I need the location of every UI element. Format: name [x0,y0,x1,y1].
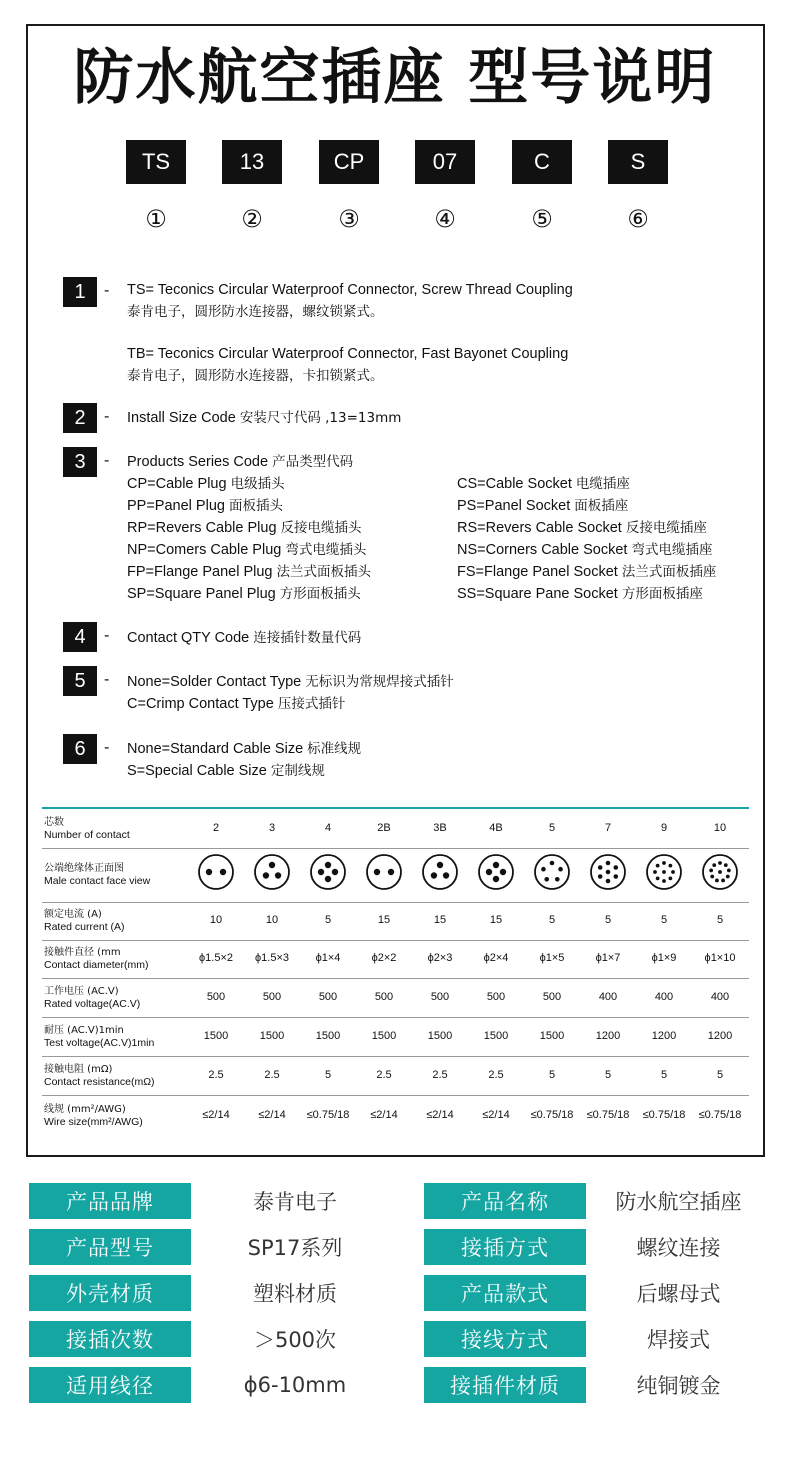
spec-cell: 5 [548,914,556,926]
face-view-diagram [468,853,524,891]
series-left-en: NP=Comers Cable Plug [127,542,282,558]
contact-face-view [636,853,692,891]
contact-pin [558,867,563,872]
crimp-type-en: C=Crimp Contact Type [127,696,274,712]
spec-cell: ϕ1.5×2 [199,952,233,964]
spec-cell: ϕ2×3 [427,952,453,964]
spec-row-label-en: Rated voltage(AC.V) [44,997,141,1010]
spec-cell: 5 [716,914,724,926]
spec-cell: 5 [604,1068,612,1081]
series-code-cn: 产品类型代码 [272,454,354,470]
spec-cell: 5 [324,914,332,926]
spec-row-label-cn: 工作电压 (AC.V) [44,985,119,997]
install-size-cn: 安装尺寸代码 ,13=13mm [239,410,402,426]
contact-pin [709,869,713,873]
spec-row-label-en: Number of contact [44,829,130,841]
contact-face-view [580,853,636,891]
spec-cell: ≤2/14 [202,1109,230,1121]
spec-cell: 9 [660,822,668,834]
face-outline [255,855,289,889]
face-outline [535,855,569,889]
code-number-6: ⑥ [627,205,649,233]
table-divider [42,848,749,849]
spec-cell: ≤2/14 [258,1109,286,1121]
spec-cell: 4B [489,822,503,834]
contact-pin [656,864,660,868]
series-left-en: PP=Panel Plug [127,498,225,514]
spec-cell: 3B [433,822,447,834]
face-view-diagram [300,853,356,891]
series-left-cn: 反接电缆插头 [280,520,362,536]
spec-cell: 500 [206,990,226,1003]
series-right-cn: 弯式电缆插座 [631,542,713,558]
spec-cell: 1500 [483,1029,509,1042]
spec-row-label-cn: 耐压 (AC.V)1min [44,1024,124,1036]
spec-cell: 1200 [651,1029,677,1042]
spec-cell: 15 [489,914,503,926]
spec-cell: 400 [598,990,618,1003]
code-box-2: 13 [222,140,282,184]
contact-pin [437,862,443,868]
series-code-en: Products Series Code [127,454,269,470]
spec-cell: 1500 [315,1029,341,1042]
table-divider [42,1056,749,1057]
section-dash-3: - [104,452,110,469]
spec-cell: ≤0.75/18 [698,1109,742,1121]
spec-cell: ϕ1×9 [651,952,677,964]
spec-row-label [44,908,125,934]
contact-pin [606,861,611,866]
contact-pin [724,863,728,867]
spec-cell: ϕ1×4 [315,952,341,964]
contact-pin [541,867,546,872]
spec-cell: 1200 [595,1029,621,1042]
product-info-label: 接线方式 [424,1321,586,1357]
product-info-label: 接插次数 [29,1321,191,1357]
contact-face-view [692,853,748,891]
series-right-en: PS=Panel Socket [457,498,571,514]
contact-pin [598,865,603,870]
spec-cell: 10 [265,914,279,926]
code-box-3: CP [319,140,379,184]
spec-cell: 7 [604,822,612,834]
spec-cell: 2.5 [432,1068,448,1081]
contact-pin [220,869,226,875]
spec-cell: ϕ1×7 [595,952,621,964]
crimp-type-cn: 压接式插针 [277,696,346,712]
spec-row-label-en: Rated current (A) [44,921,125,933]
spec-row-label [44,816,130,842]
install-size-en: Install Size Code [127,410,236,426]
contact-pin [206,869,212,875]
spec-cell: ≤2/14 [370,1109,398,1121]
contact-pin [275,872,281,878]
spec-cell: ≤0.75/18 [586,1109,630,1121]
spec-cell: 15 [433,914,447,926]
spec-cell: ≤0.75/18 [530,1109,574,1121]
contact-pin [668,864,672,868]
series-left-en: SP=Square Panel Plug [127,586,276,602]
spec-row-label-en: Contact resistance(mΩ) [44,1075,155,1088]
spec-cell: 2B [377,822,391,834]
contact-pin [388,869,394,875]
face-outline [479,855,513,889]
contact-face-view [412,853,468,891]
spec-cell: 1500 [259,1029,285,1042]
contact-pin [653,870,657,874]
contact-face-view [524,853,580,891]
solder-type-en: None=Solder Contact Type [127,674,302,690]
series-right-cn: 面板插座 [574,498,629,514]
spec-cell: 500 [486,990,506,1003]
table-divider [42,940,749,941]
section-number-4: 4 [63,622,97,652]
contact-pin [718,861,722,865]
spec-row-label-cn: 接触件直径 (mm [44,947,121,958]
product-info-value: 泰肯电子 [253,1190,337,1214]
table-divider [42,1017,749,1018]
ts-description-en: TS= Teconics Circular Waterproof Connector, Screw Thread Coupling [127,282,573,298]
spec-row-label-en: Test voltage(AC.V)1min [44,1036,155,1049]
series-left-en: RP=Revers Cable Plug [127,520,277,536]
product-info-value: SP17系列 [247,1236,343,1260]
contact-pin [613,874,618,879]
contact-pin [486,869,492,875]
spec-cell: 3 [268,822,276,834]
contact-pin [263,872,269,878]
contact-qty-en: Contact QTY Code [127,630,250,646]
contact-pin [715,879,719,883]
product-info-value: 焊接式 [647,1328,710,1352]
product-info-label: 产品型号 [29,1229,191,1265]
contact-pin [374,869,380,875]
series-left-cn: 电级插头 [230,476,285,492]
series-left-en: CP=Cable Plug [127,476,227,492]
contact-pin [721,879,725,883]
series-right-en: SS=Square Pane Socket [457,586,618,602]
contact-face-view [356,853,412,891]
face-view-diagram [188,853,244,891]
spec-cell: 2.5 [264,1068,280,1081]
product-info-value: 纯铜镀金 [636,1374,721,1398]
series-right-cn: 电缆插座 [575,476,630,492]
contact-pin [726,875,730,879]
section-dash-6: - [104,739,110,756]
contact-pin [606,879,611,884]
face-view-diagram [244,853,300,891]
spec-cell: 1500 [427,1029,453,1042]
spec-row-label-cn: 公端绝缘体正面图 [44,863,124,874]
spec-row-label [44,1103,143,1129]
face-view-diagram [412,853,468,891]
product-info-value: 塑料材质 [253,1282,337,1306]
spec-cell: 1500 [203,1029,229,1042]
product-info-label: 产品品牌 [29,1183,191,1219]
spec-row-label-cn: 额定电流 (A) [44,909,102,920]
contact-face-view [468,853,524,891]
spec-row-label-cn: 线规 (mm²/AWG) [44,1104,126,1115]
spec-cell: 500 [262,990,282,1003]
spec-row-label [44,1063,155,1089]
contact-pin [500,869,506,875]
spec-row-label [44,985,140,1011]
section-dash-1: - [104,282,110,299]
contact-pin [613,865,618,870]
product-info-label: 接插方式 [424,1229,586,1265]
contact-pin [668,876,672,880]
spec-cell: 400 [654,990,674,1003]
code-number-2: ② [241,205,263,233]
tb-description-cn: 泰肯电子，圆形防水连接器，卡扣锁紧式。 [127,368,384,384]
series-right-cn: 方形面板插座 [621,586,703,602]
spec-cell: 15 [377,914,391,926]
table-divider [42,978,749,979]
code-box-1: TS [126,140,186,184]
spec-cell: 4 [324,822,332,834]
ts-description-cn: 泰肯电子，圆形防水连接器，螺纹锁紧式。 [127,304,384,320]
special-cable-en: S=Special Cable Size [127,763,267,779]
spec-cell: 500 [430,990,450,1003]
spec-cell: 1200 [707,1029,733,1042]
face-view-diagram [580,853,636,891]
section-dash-4: - [104,627,110,644]
section-number-5: 5 [63,666,97,696]
spec-cell: 500 [374,990,394,1003]
contact-pin [332,869,338,875]
product-info-value: 防水航空插座 [615,1190,742,1214]
table-divider [42,1095,749,1096]
standard-cable-cn: 标准线规 [307,741,362,757]
series-left-cn: 弯式电缆插头 [285,542,367,558]
series-left-cn: 面板插头 [228,498,283,514]
product-info-value: 后螺母式 [636,1282,721,1306]
code-box-4: 07 [415,140,475,184]
contact-pin [662,861,666,865]
product-info-label: 接插件材质 [424,1367,586,1403]
spec-cell: 5 [324,1068,332,1081]
contact-pin [718,870,722,874]
product-info-label: 产品名称 [424,1183,586,1219]
contact-pin [544,877,549,882]
contact-pin [325,862,331,868]
contact-pin [671,870,675,874]
spec-row-label [44,946,148,972]
solder-type-cn: 无标识为常规焊接式插针 [305,674,454,690]
contact-pin [555,877,560,882]
product-info-label: 外壳材质 [29,1275,191,1311]
spec-cell: 500 [318,990,338,1003]
series-left-cn: 法兰式面板插头 [276,564,372,580]
spec-cell: 5 [604,914,612,926]
spec-cell: 10 [209,914,223,926]
face-view-diagram [636,853,692,891]
contact-pin [493,876,499,882]
contact-pin [325,876,331,882]
section-number-2: 2 [63,403,97,433]
code-number-4: ④ [434,205,456,233]
spec-cell: ϕ1.5×3 [255,952,289,964]
contact-face-view [300,853,356,891]
product-info-value: 螺纹连接 [636,1236,721,1260]
spec-cell: 5 [716,1068,724,1081]
spec-cell: 2.5 [376,1068,392,1081]
spec-cell: 10 [713,822,727,834]
series-right-cn: 反接电缆插座 [625,520,707,536]
spec-cell: 1500 [371,1029,397,1042]
series-right-en: CS=Cable Socket [457,476,572,492]
product-info-label: 产品款式 [424,1275,586,1311]
spec-cell: 2 [212,822,220,834]
spec-row-label-en: Contact diameter(mm) [44,959,149,971]
spec-cell: 1500 [539,1029,565,1042]
face-outline [199,855,233,889]
series-left-cn: 方形面板插头 [279,586,361,602]
series-right-en: FS=Flange Panel Socket [457,564,618,580]
series-right-en: NS=Corners Cable Socket [457,542,628,558]
contact-pin [710,875,714,879]
section-dash-5: - [104,671,110,688]
spec-cell: 5 [660,1068,668,1081]
series-left-en: FP=Flange Panel Plug [127,564,273,580]
contact-pin [443,872,449,878]
face-view-diagram [356,853,412,891]
contact-pin [712,863,716,867]
spec-row-label-en: Wire size(mm²/AWG) [44,1116,143,1128]
contact-pin [598,874,603,879]
spec-cell: 5 [660,914,668,926]
contact-pin [727,869,731,873]
spec-cell: ≤2/14 [426,1109,454,1121]
spec-row-label-cn: 芯数 [44,817,64,828]
code-number-1: ① [145,205,167,233]
spec-cell: ϕ1×5 [539,952,565,964]
series-right-cn: 法兰式面板插座 [621,564,717,580]
spec-cell: 2.5 [208,1068,224,1081]
product-info-value: ϕ6-10mm [243,1373,347,1397]
code-box-6: S [608,140,668,184]
contact-pin [662,879,666,883]
contact-pin [318,869,324,875]
standard-cable-en: None=Standard Cable Size [127,741,304,757]
spec-cell: 400 [710,990,730,1003]
contact-pin [662,870,666,874]
contact-pin [431,872,437,878]
contact-pin [656,876,660,880]
spec-cell: ϕ2×2 [371,952,397,964]
spec-cell: 5 [548,822,556,834]
spec-row-label-cn: 接触电阻 (mΩ) [44,1063,113,1075]
contact-face-view [188,853,244,891]
face-outline [367,855,401,889]
contact-pin [269,862,275,868]
table-divider [42,902,749,903]
special-cable-cn: 定制线规 [270,763,325,779]
face-view-diagram [524,853,580,891]
spec-cell: ≤2/14 [482,1109,510,1121]
section-number-1: 1 [63,277,97,307]
spec-row-label-en: Male contact face view [44,875,151,887]
product-info-label: 适用线径 [29,1367,191,1403]
product-info-value: ＞500次 [253,1328,337,1352]
contact-pin [550,861,555,866]
contact-pin [493,862,499,868]
tb-description-en: TB= Teconics Circular Waterproof Connector, Fast Bayonet Coupling [127,346,569,362]
section-number-3: 3 [63,447,97,477]
spec-cell: 2.5 [488,1068,504,1081]
face-outline [423,855,457,889]
contact-pin [606,870,611,875]
series-right-en: RS=Revers Cable Socket [457,520,622,536]
code-number-3: ③ [338,205,360,233]
section-number-6: 6 [63,734,97,764]
page-title: 防水航空插座 型号说明 [73,43,717,113]
code-number-5: ⑤ [531,205,553,233]
code-box-5: C [512,140,572,184]
face-outline [311,855,345,889]
section-dash-2: - [104,408,110,425]
table-divider [42,807,749,809]
face-view-diagram [692,853,748,891]
spec-cell: ϕ1×10 [704,952,736,964]
contact-face-view [244,853,300,891]
spec-cell: ≤0.75/18 [306,1109,350,1121]
spec-row-label [44,1024,154,1050]
spec-cell: 5 [548,1068,556,1081]
spec-cell: ϕ2×4 [483,952,509,964]
spec-row-label [44,862,150,888]
contact-qty-cn: 连接插针数量代码 [253,630,362,646]
spec-cell: 500 [542,990,562,1003]
spec-cell: ≤0.75/18 [642,1109,686,1121]
